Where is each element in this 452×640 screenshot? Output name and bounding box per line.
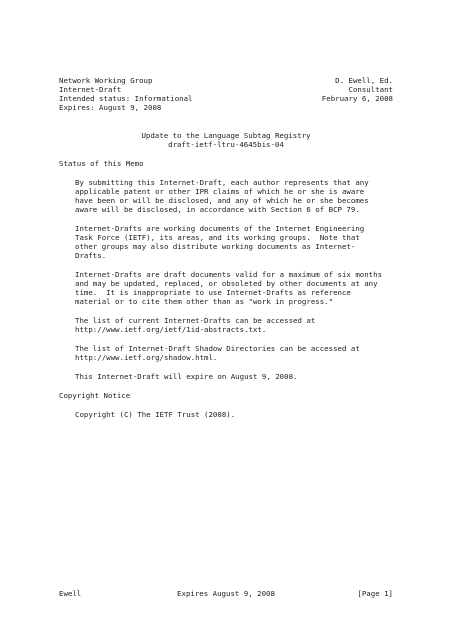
paragraph-line: The list of current Internet-Drafts can be accessed at — [75, 316, 316, 325]
shadow-url[interactable]: http://www.ietf.org/shadow.html. — [75, 353, 218, 362]
header-date: February 6, 2008 — [321, 94, 393, 103]
footer-page-number: [Page 1] — [357, 589, 393, 598]
abstracts-url[interactable]: http://www.ietf.org/ietf/1id-abstracts.txt. — [75, 325, 267, 334]
paragraph-line: and may be updated, replaced, or obsoleted by other documents at any — [75, 279, 378, 288]
paragraph-line: The list of Internet-Draft Shadow Directories can be accessed at — [75, 344, 360, 353]
header-expires: Expires: August 9, 2008 — [59, 103, 162, 112]
paragraph-line: material or to cite them other than as "work in progress." — [75, 297, 334, 306]
paragraph-line: Drafts. — [75, 251, 107, 260]
section-heading-copyright: Copyright Notice — [59, 391, 131, 400]
paragraph-line: Internet-Drafts are working documents of the Internet Engineering — [75, 224, 365, 233]
document-title: Update to the Language Subtag Registry — [141, 131, 311, 140]
paragraph-line: aware will be disclosed, in accordance with Section 6 of BCP 79. — [75, 205, 360, 214]
paragraph-line: applicable patent or other IPR claims of which he or she is aware — [75, 187, 365, 196]
paragraph-line: This Internet-Draft will expire on August 9, 2008. — [75, 372, 298, 381]
copyright-text: Copyright (C) The IETF Trust (2008). — [75, 410, 236, 419]
footer-author: Ewell — [59, 589, 82, 598]
header-affiliation: Consultant — [348, 85, 393, 94]
footer-expires: Expires August 9, 2008 — [177, 589, 275, 598]
paragraph-line: Task Force (IETF), its areas, and its working groups. Note that — [75, 233, 360, 242]
paragraph-line: Internet-Drafts are draft documents valid for a maximum of six months — [75, 270, 383, 279]
paragraph-line: other groups may also distribute working documents as Internet- — [75, 242, 356, 251]
header-wg: Network Working Group — [59, 76, 153, 85]
section-heading-status: Status of this Memo — [59, 159, 144, 168]
header-status: Intended status: Informational — [59, 94, 193, 103]
header-author: D. Ewell, Ed. — [335, 76, 393, 85]
paragraph-line: By submitting this Internet-Draft, each author represents that any — [75, 178, 369, 187]
paragraph-line: time. It is inappropriate to use Internet-Drafts as reference — [75, 288, 351, 297]
header-doc-type: Internet-Draft — [59, 85, 122, 94]
paragraph-line: have been or will be disclosed, and any of which he or she becomes — [75, 196, 369, 205]
draft-name: draft-ietf-ltru-4645bis-04 — [168, 140, 284, 149]
